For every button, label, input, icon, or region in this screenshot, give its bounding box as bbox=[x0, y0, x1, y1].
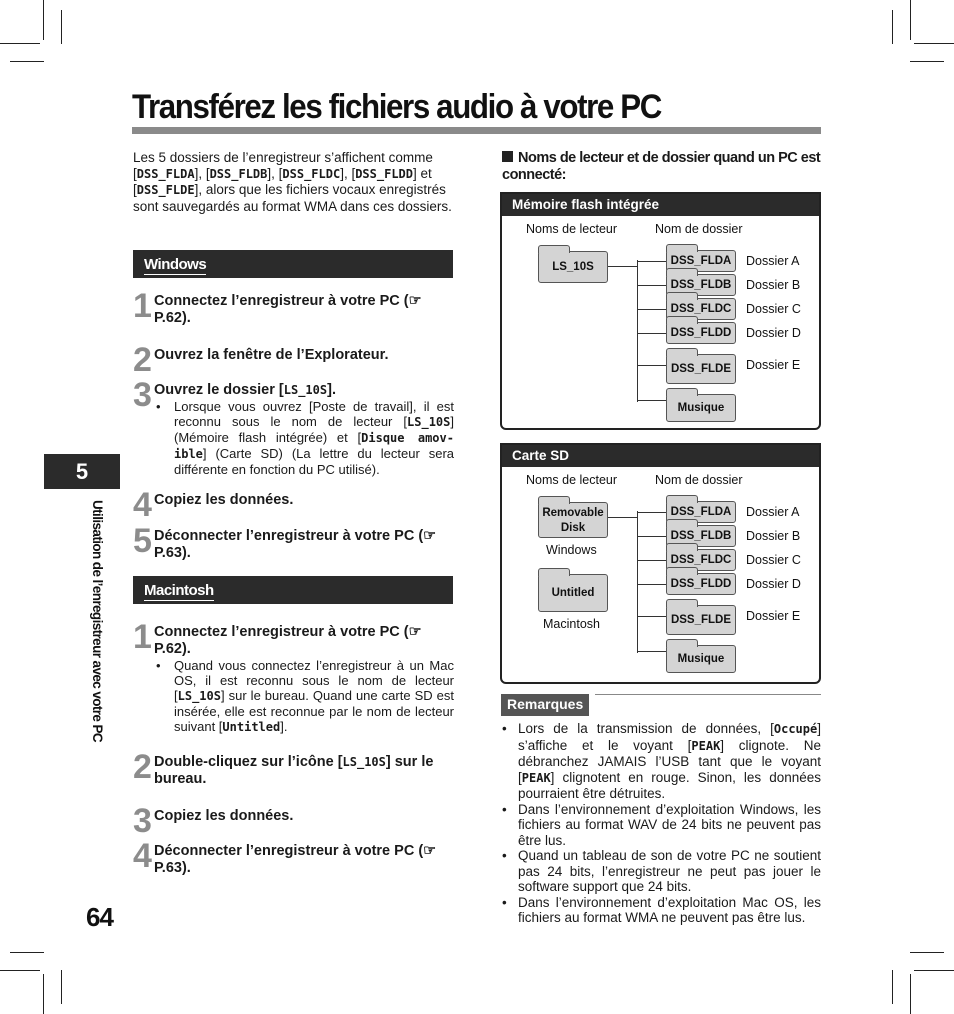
tree-line bbox=[637, 260, 638, 402]
macintosh-heading: Macintosh bbox=[133, 576, 453, 604]
folder-icon-musique: Musique bbox=[666, 394, 736, 422]
tree-line bbox=[637, 309, 666, 310]
crop-mark bbox=[892, 970, 893, 1004]
mac-step-1-note: • Quand vous connectez l’enregistreur à un Mac OS, il est reconnu sous le nom de lecteur [LS_10S] sur le bureau. Quand une carte SD est insérée, elle est reconnue par le nom de lecteur suivant [Untitled]. bbox=[154, 658, 454, 735]
tree-line bbox=[637, 333, 666, 334]
chapter-side-text: Utilisation de l’enregistreur avec votre PC bbox=[90, 500, 105, 743]
crop-mark bbox=[10, 61, 44, 62]
drive-label-macintosh: Macintosh bbox=[543, 617, 600, 631]
page-title: Transférez les fichiers audio à votre PC bbox=[132, 88, 661, 126]
crop-mark bbox=[910, 974, 911, 1014]
folder-icon-dss_flde: DSS_FLDE bbox=[666, 354, 736, 384]
tree-line bbox=[637, 651, 666, 652]
remarks-rule bbox=[595, 694, 821, 695]
crop-mark bbox=[0, 43, 40, 44]
crop-mark bbox=[0, 970, 40, 971]
intro-paragraph: Les 5 dossiers de l’enregistreur s’affichent comme [DSS_FLDA], [DSS_FLDB], [DSS_FLDC], [DSS_FLDD] et [DSS_FLDE], alors que les fichiers vocaux enregistrés sont sauvegardés au format WMA dans ces dossiers. bbox=[133, 150, 452, 214]
title-underline bbox=[132, 127, 821, 134]
tree-line bbox=[637, 560, 666, 561]
remarks-header: Remarques bbox=[501, 694, 589, 716]
windows-step-3-note: • Lorsque vous ouvrez [Poste de travail], il est reconnu sous le nom de lecteur [LS_10S] (Mémoire flash intégrée) et [Disque amov-ible] (Carte SD) (La lettre du lecteur sera différente en fonction du PC utilisé). bbox=[154, 399, 454, 477]
folder-icon-dss_fldd: DSS_FLDD bbox=[666, 322, 736, 344]
sd-col-drive: Noms de lecteur bbox=[526, 473, 618, 487]
crop-mark bbox=[910, 952, 944, 953]
remark-item: • Dans l’environnement d’exploitation Windows, les fichiers au format WAV de 24 bits ne peuvent pas être lus. bbox=[500, 802, 821, 849]
sd-col-folder: Nom de dossier bbox=[655, 473, 743, 487]
tree-line bbox=[637, 512, 666, 513]
folder-icon-dss_fldc: DSS_FLDC bbox=[666, 298, 736, 320]
crop-mark bbox=[914, 970, 954, 971]
folder-icon-dss_fldd: DSS_FLDD bbox=[666, 573, 736, 595]
folder-label: Dossier A bbox=[746, 254, 800, 268]
crop-mark bbox=[10, 952, 44, 953]
diagram-section-heading: Noms de lecteur et de dossier quand un PC est connecté: bbox=[502, 150, 821, 183]
folder-label: Dossier E bbox=[746, 358, 801, 372]
crop-mark bbox=[914, 43, 954, 44]
tree-line bbox=[608, 266, 638, 267]
folder-label: Dossier B bbox=[746, 529, 801, 543]
drive-icon-ls10s: LS_10S bbox=[538, 251, 608, 283]
drive-icon-untitled: Untitled bbox=[538, 574, 608, 612]
square-bullet-icon bbox=[502, 151, 513, 162]
crop-mark bbox=[61, 970, 62, 1004]
flash-col-folder: Nom de dossier bbox=[655, 222, 743, 236]
folder-label: Dossier D bbox=[746, 577, 801, 591]
page-number: 64 bbox=[86, 902, 113, 932]
flash-box-header: Mémoire flash intégrée bbox=[502, 194, 819, 216]
folder-icon-dss_fldc: DSS_FLDC bbox=[666, 549, 736, 571]
folder-label: Dossier E bbox=[746, 609, 801, 623]
remarks-list bbox=[500, 721, 821, 926]
tree-line bbox=[637, 536, 666, 537]
tree-line bbox=[637, 261, 666, 262]
crop-mark bbox=[43, 974, 44, 1014]
tree-line bbox=[637, 285, 666, 286]
folder-icon-musique: Musique bbox=[666, 645, 736, 673]
drive-icon-removable-disk: Removable Disk bbox=[538, 502, 608, 538]
folder-icon-dss_flde: DSS_FLDE bbox=[666, 605, 736, 635]
folder-label: Dossier B bbox=[746, 278, 801, 292]
folder-label: Dossier C bbox=[746, 302, 801, 316]
tree-line bbox=[608, 517, 638, 518]
folder-label: Dossier C bbox=[746, 553, 801, 567]
folder-icon-dss_fldb: DSS_FLDB bbox=[666, 525, 736, 547]
drive-label-windows: Windows bbox=[546, 543, 597, 557]
tree-line bbox=[637, 584, 666, 585]
tree-line bbox=[637, 616, 666, 617]
folder-label: Dossier A bbox=[746, 505, 800, 519]
crop-mark bbox=[910, 0, 911, 40]
tree-line bbox=[637, 365, 666, 366]
folder-label: Dossier D bbox=[746, 326, 801, 340]
crop-mark bbox=[43, 0, 44, 40]
flash-col-drive: Noms de lecteur bbox=[526, 222, 618, 236]
remark-item: • Dans l’environnement d’exploitation Mac OS, les fichiers au format WMA ne peuvent pas être lus. bbox=[500, 895, 821, 926]
crop-mark bbox=[910, 61, 944, 62]
remark-item: • Quand un tableau de son de votre PC ne soutient pas 24 bits, l’enregistreur ne peut pas jouer le software support que 24 bits. bbox=[500, 848, 821, 895]
tree-line bbox=[637, 400, 666, 401]
remark-item: • Lors de la transmission de données, [Occupé] s’affiche et le voyant [PEAK] clignote. Ne débranchez JAMAIS l’USB tant que le voyant [PEAK] clignotent en rouge. Sinon, les données pourraient être détruites. bbox=[500, 721, 821, 802]
tree-line bbox=[637, 511, 638, 653]
folder-icon-dss_flda: DSS_FLDA bbox=[666, 501, 736, 523]
crop-mark bbox=[892, 10, 893, 44]
chapter-tab: 5 bbox=[44, 454, 120, 489]
folder-icon-dss_flda: DSS_FLDA bbox=[666, 250, 736, 272]
crop-mark bbox=[61, 10, 62, 44]
folder-icon-dss_fldb: DSS_FLDB bbox=[666, 274, 736, 296]
windows-heading: Windows bbox=[133, 250, 453, 278]
sd-box-header: Carte SD bbox=[502, 445, 819, 467]
